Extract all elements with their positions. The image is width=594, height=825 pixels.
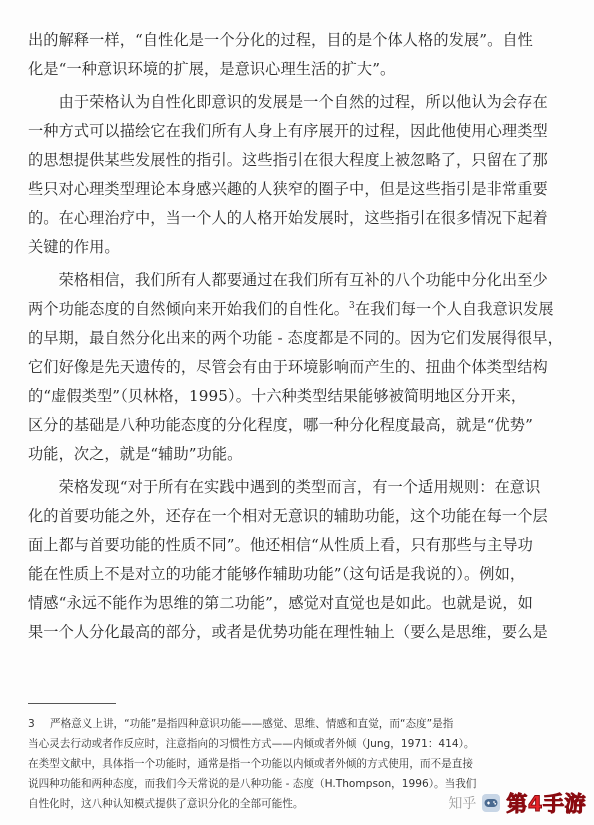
- text-line: 出的解释一样，“自性化是一个分化的过程，目的是个体人格的发展”。自性: [28, 31, 533, 49]
- text-line: 区分的基础是八种功能态度的分化程度，哪一种分化程度最高，就是“优势”: [28, 416, 533, 434]
- text-line: 些只对心理类型理论本身感兴趣的人狭窄的圈子中，但是这些指引是非常重要: [28, 180, 548, 198]
- footnote-reference[interactable]: 3: [349, 300, 355, 311]
- text-line: 化的首要功能之外，还存在一个相对无意识的辅助功能，这个功能在每一个层: [28, 507, 548, 525]
- text-line: 荣格发现“对于所有在实践中遇到的类型而言，有一个适用规则：在意识: [28, 478, 541, 496]
- footnote-line: 自性化时，这八种认知模式提供了意识分化的全部可能性。: [28, 798, 304, 810]
- text-line: 能在性质上不是对立的功能才能够作辅助功能”（这句话是我说的）。例如，: [28, 565, 526, 583]
- footnote-line: 当心灵去行动或者作反应时，注意指向的习惯性方式——内倾或者外倾（Jung，1971：414）。: [28, 738, 475, 750]
- brand-watermark-label: 第4手游: [506, 792, 586, 816]
- game-controller-icon: [482, 794, 500, 812]
- body-text: [28, 26, 568, 647]
- text-segment: 在我们每一个人自我意识发展: [354, 300, 554, 318]
- text-line: 由于荣格认为自性化即意识的发展是一个自然的过程，所以他认为会存在: [28, 93, 548, 111]
- text-segment: 两个功能态度的自然倾向来开始我们的自性化。: [28, 300, 350, 318]
- text-line: 面上都与首要功能的性质不同”。他还相信“从性质上看，只有那些与主导功: [28, 536, 533, 554]
- text-line: 情感“永远不能作为思维的第二功能”，感觉对直觉也是如此。也就是说，如: [28, 594, 533, 612]
- text-line: 的思想提供某些发展性的指引。这些指引在很大程度上被忽略了，只留在了那: [28, 151, 548, 169]
- zhihu-watermark-label: 知乎: [448, 796, 477, 812]
- footnote-text: 严格意义上讲，“功能”是指四种意识功能——感觉、思维、情感和直觉，而“态度”是指: [50, 718, 454, 730]
- text-line: 的早期，最自然分化出来的两个功能 - 态度都是不同的。因为它们发展得很早，: [28, 329, 563, 347]
- text-line: 关键的作用。: [28, 238, 120, 256]
- text-line: 果一个人分化最高的部分，或者是优势功能在理性轴上（要么是思维，要么是: [28, 623, 548, 641]
- text-line: 功能，次之，就是“辅助”功能。: [28, 445, 243, 463]
- text-line: 的“虚假类型”（贝林格，1995）。十六种类型结果能够被简明地区分开来，: [28, 387, 527, 405]
- footnote-line: 在类型文献中，具体指一个功能时，通常是指一个功能以内倾或者外倾的方式使用，而不是直接: [28, 758, 473, 770]
- text-line: 荣格相信，我们所有人都要通过在我们所有互补的八个功能中分化出至少: [28, 271, 548, 289]
- watermark: [448, 785, 586, 821]
- footnote-divider: [28, 703, 116, 704]
- text-line: 一种方式可以描绘它在我们所有人身上有序展开的过程，因此他使用心理类型: [28, 122, 548, 140]
- footnote-line: 说四种功能和两种态度，而我们今天常说的是八种功能 - 态度（H.Thompson，1996）。当我们: [28, 778, 477, 790]
- text-line: 的。在心理治疗中，当一个人的人格开始发展时，这些指引在很多情况下起着: [28, 209, 548, 227]
- text-line: [28, 295, 568, 324]
- text-line: 它们好像是先天遗传的，尽管会有由于环境影响而产生的、扭曲个体类型结构: [28, 358, 548, 376]
- footnote-line: [28, 714, 573, 734]
- footnote-number: 3: [28, 718, 35, 730]
- text-line: 化是“一种意识环境的扩展，是意识心理生活的扩大”。: [28, 60, 396, 78]
